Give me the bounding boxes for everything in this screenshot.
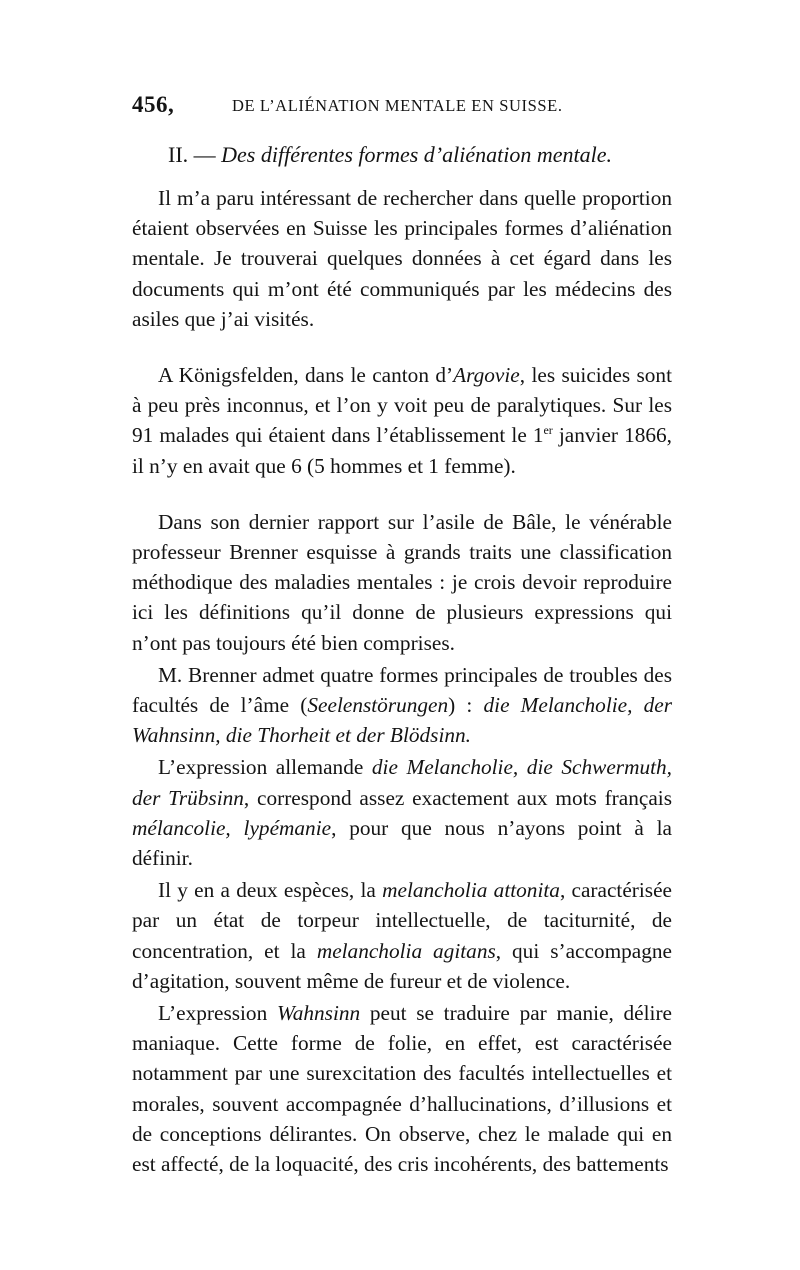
paragraph-2-text-a: A Königsfelden, dans le canton d’ [158, 363, 454, 388]
paragraph-5-text-c: , correspond assez exactement aux mots français [243, 785, 672, 810]
section-heading [168, 142, 612, 168]
paragraph-2 [132, 360, 672, 481]
paragraph-4-text-a: M. Brenner admet quatre formes principales de troubles des facultés de l’âme ( [132, 662, 672, 718]
paragraph-5-text-e: , pour que nous n’ayons point à la définir. [132, 815, 672, 871]
paragraph-2-italic-argovie: Argovie [453, 363, 520, 388]
section-title: Des différentes formes d’aliénation mentale. [221, 142, 612, 167]
paragraph-6-text-e: , qui s’accompagne d’agitation, souvent même de fureur et de violence. [132, 938, 672, 993]
page-number: 456, [132, 92, 175, 117]
paragraph-3: Dans son dernier rapport sur l’asile de Bâle, le vénérable professeur Brenner esquisse à grands traits une classification méthodique des maladies mentales : je crois devoir reproduire ici les définitions qu’il donne de plusieurs expressions qui n’ont pas toujours été bien comprises. [132, 509, 672, 655]
paragraph-5-italic-french: mélancolie, lypémanie [132, 815, 332, 840]
paragraph-6-text-a: Il y en a deux espèces, la [158, 878, 383, 903]
paragraph-4-text-c: ) : [448, 693, 484, 718]
paragraph-5 [132, 752, 672, 873]
paragraph-2-text-c: , les suicides sont à peu près inconnus, et l’on y voit peu de paralytiques. Sur les 91 malades qui étaient dans l’établissement le 1 [132, 363, 672, 448]
running-head: DE L’ALIÉNATION MENTALE EN SUISSE. [232, 96, 563, 115]
paragraph-7-text-a: L’expression [158, 1001, 277, 1026]
page-header [132, 92, 672, 122]
paragraph-7-italic-wahnsinn: Wahnsinn [276, 1001, 361, 1026]
paragraph-6 [132, 875, 672, 996]
section-number: II. — [168, 142, 216, 167]
paragraph-4-italic-term: Seelenstörungen [307, 693, 449, 718]
paragraph-4-italic-forms: die Melancholie, der Wahnsinn, die Thorheit et der Blödsinn. [132, 693, 672, 748]
body-text [132, 183, 672, 1179]
paragraph-5-text-a: L’expression allemande [158, 755, 372, 780]
paragraph-6-italic-attonita: melancholia attonita [382, 878, 560, 903]
paragraph-1: Il m’a paru intéressant de rechercher dans quelle proportion étaient observées en Suisse les principales formes d’aliénation mentale. Je trouverai quelques données à cet égard dans les documents qui m’ont été communiqués par les médecins des asiles que j’ai visités. [132, 186, 672, 331]
paragraph-6-italic-agitans: melancholia agitans [316, 938, 496, 963]
paragraph-2-text-d: janvier 1866, il n’y en avait que 6 (5 hommes et 1 femme). [132, 423, 672, 478]
paragraph-5-italic-german: die Melancholie, die Schwermuth, der Trübsinn [132, 755, 672, 810]
paragraph-7 [132, 998, 672, 1179]
paragraph-2-superscript: er [543, 423, 553, 438]
paragraph-7-text-c: peut se traduire par manie, délire maniaque. Cette forme de folie, en effet, est caractérisée notamment par une surexcitation des facultés intellectuelles et morales, souvent accompagnée d’hallucinations, d’illusions et de conceptions délirantes. On observe, chez le malade qui en est affecté, de la loquacité, des cris incohérents, des battements [132, 1001, 673, 1177]
paragraph-4 [132, 660, 672, 751]
paragraph-6-text-c: , caractérisée par un état de torpeur intellectuelle, de taciturnité, de concentration, et la [132, 878, 672, 963]
